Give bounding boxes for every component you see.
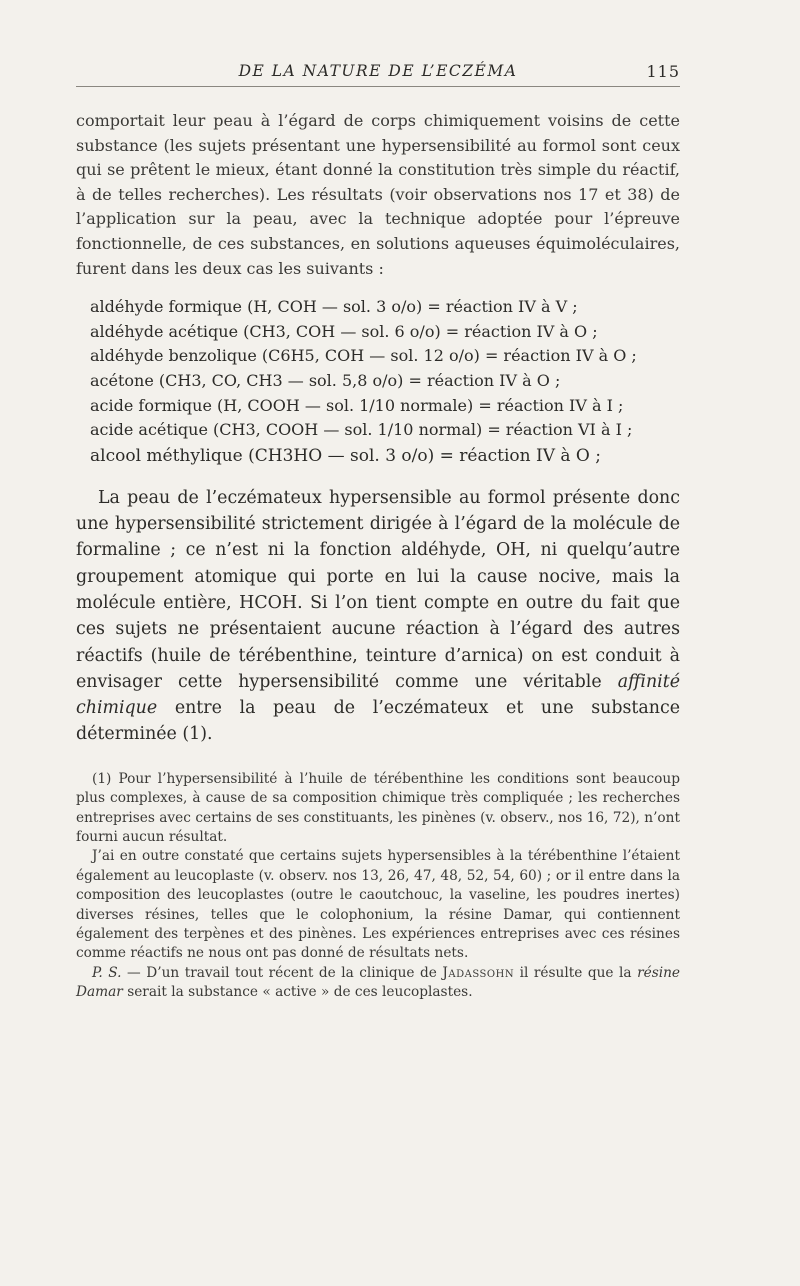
body-text xyxy=(76,109,680,748)
running-header xyxy=(76,56,680,87)
page-number: 115 xyxy=(646,62,680,81)
results-list xyxy=(76,295,680,469)
main-paragraph-text: La peau de l’eczémateux hypersensible au formol présente donc une hypersensibilité strictement dirigée à l’égard de la molécule de formaline ; ce n’est ni la fonction aldéhyde, OH, ni quelqu’autre groupement atomique qui porte en lui la cause nocive, mais la molécule entière, HCOH. Si l’on tient compte en outre du fait que ces sujets ne présentaient aucune réaction à l’égard des autres réactifs (huile de térébenthine, teinture d’arnica) on est conduit à envisager cette hypersensibilité comme une véritable xyxy=(76,487,680,692)
result-item: aldéhyde formique (H, COH — sol. 3 o/o) = réaction IV à V ; xyxy=(90,297,578,317)
result-item: aldéhyde acétique (CH3, COH — sol. 6 o/o) = réaction IV à O ; xyxy=(90,321,598,341)
running-title: DE LA NATURE DE L’ECZÉMA xyxy=(238,62,518,80)
postscript-text: — D’un travail tout récent de la clinique de xyxy=(127,964,437,981)
footnote-1: (1) Pour l’hypersensibilité à l’huile de térébenthine les conditions sont beaucoup plus complexes, à cause de sa composition chimique très compliquée ; les recherches entreprises avec certains de ses constituants, les pinènes (v. observ., nos 16, 72), n’ont fourni aucun résultat. xyxy=(76,770,680,845)
result-item: acide acétique (CH3, COOH — sol. 1/10 normal) = réaction VI à I ; xyxy=(90,420,633,440)
main-paragraph xyxy=(76,485,680,748)
footnote-postscript xyxy=(76,964,680,1003)
author-name: Jadassohn xyxy=(442,964,515,981)
emphasis-resine-damar: résine Damar xyxy=(76,964,681,1001)
intro-paragraph: comportait leur peau à l’égard de corps chimiquement voisins de cette substance (les sujets présentant une hypersensibilité au formol sont ceux qui se prêtent le mieux, étant donné la constitution très simple du réactif, à de telles recherches). Les résultats (voir observations nos 17 et 38) de l’application sur la peau, avec la technique adoptée pour l’épreuve fonctionnelle, de ces substances, en solutions aqueuses équimoléculaires, furent dans les deux cas les suivants : xyxy=(76,111,680,278)
postscript-text: serait la substance « active » de ces leucoplastes. xyxy=(127,984,473,1001)
result-item: alcool méthylique (CH3HO — sol. 3 o/o) = réaction IV à O ; xyxy=(90,445,601,466)
result-item: acide formique (H, COOH — sol. 1/10 normale) = réaction IV à I ; xyxy=(90,395,624,415)
footnotes xyxy=(76,770,680,1003)
result-item: aldéhyde benzolique (C6H5, COH — sol. 12 o/o) = réaction IV à O ; xyxy=(90,346,637,366)
postscript-text: il résulte que la xyxy=(519,964,632,981)
postscript-label: P. S. xyxy=(92,964,122,981)
book-page xyxy=(76,56,680,1003)
result-item: acétone (CH3, CO, CH3 — sol. 5,8 o/o) = réaction IV à O ; xyxy=(90,370,561,390)
emphasis-affinite-chimique: affinité chimique xyxy=(76,671,681,719)
footnote-continuation: J’ai en outre constaté que certains sujets hypersensibles à la térébenthine l’étaient également au leucoplaste (v. observ. nos 13, 26, 47, 48, 52, 54, 60) ; or il entre dans la composition des leucoplastes (outre le caoutchouc, la vaseline, les poudres inertes) diverses résines, telles que le colophonium, la résine Damar, qui contiennent également des terpènes et des pinènes. Les expériences entreprises avec ces résines comme réactifs ne nous ont pas donné de résultats nets. xyxy=(76,848,680,962)
main-paragraph-end: entre la peau de l’eczémateux et une substance déterminée (1). xyxy=(76,698,681,745)
